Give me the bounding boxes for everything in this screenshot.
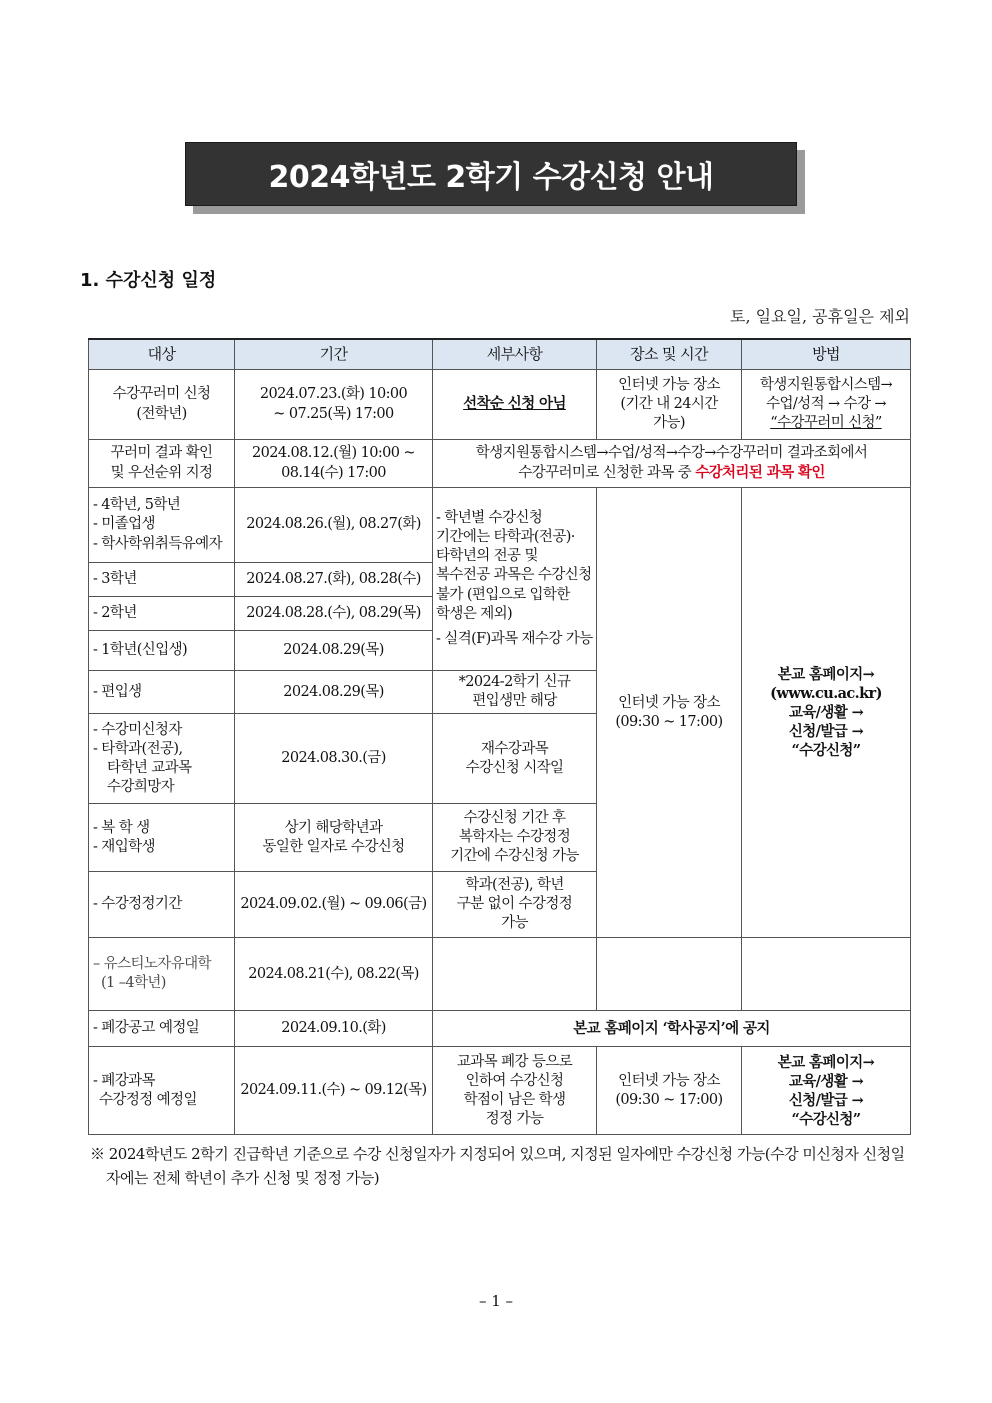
- highlight-text: 수강처리된 과목 확인: [695, 464, 825, 481]
- cell-target: [89, 804, 235, 872]
- section-heading: 1. 수강신청 일정: [80, 270, 217, 291]
- cell-period: 2024.08.30.(금): [235, 714, 433, 804]
- cell-target: [89, 370, 235, 440]
- cell-text: 인터넷 가능 장소: [618, 694, 720, 711]
- cell-text: 동일한 일자로 수강신청: [262, 838, 405, 855]
- table-header-row: [89, 339, 911, 370]
- cell-text: - 수강미신청자: [93, 721, 182, 738]
- cell-text: 인터넷 가능 장소: [618, 376, 720, 393]
- cell-target: [89, 1047, 235, 1135]
- cell-text: - 복 학 생: [93, 819, 150, 836]
- cell-target: [89, 488, 235, 563]
- cell-text: - 미졸업생: [93, 516, 155, 533]
- cell-detail: [433, 872, 597, 938]
- cell-period: [235, 440, 433, 488]
- cell-text: (09:30 ~ 17:00): [615, 713, 723, 730]
- cell-target: - 1학년(신입생): [89, 631, 235, 671]
- cell-text: (09:30 ~ 17:00): [615, 1091, 723, 1108]
- cell-detail: [433, 714, 597, 804]
- cell-target: - 수강정정기간: [89, 872, 235, 938]
- cell-period: 2024.09.11.(수) ~ 09.12(목): [235, 1047, 433, 1135]
- cell-period: 2024.09.10.(화): [235, 1011, 433, 1047]
- cell-text: - 재입학생: [93, 838, 155, 855]
- header-place: 장소 및 시간: [597, 339, 742, 370]
- cell-text: - 4학년, 5학년: [93, 497, 181, 514]
- cell-text: – 유스티노자유대학: [93, 956, 211, 973]
- cell-text: 수강정정 예정일: [99, 1091, 197, 1108]
- cell-text: 학과(전공), 학년: [465, 877, 564, 894]
- page-title: [185, 142, 797, 206]
- cell-target: [89, 440, 235, 488]
- cell-text: 꾸러미 결과 확인: [110, 445, 213, 462]
- cell-text: 수강신청 기간 후: [463, 810, 566, 827]
- cell-text: 학생지원통합시스템→수업/성적→수강→수강꾸러미 결과조회에서: [475, 444, 868, 461]
- cell-period: [235, 804, 433, 872]
- table-row: [89, 1011, 911, 1047]
- cell-period: 2024.08.28.(수), 08.29(목): [235, 597, 433, 631]
- cell-target: - 편입생: [89, 671, 235, 714]
- cell-text: 재수강과목: [480, 740, 549, 757]
- cell-text: 인터넷 가능 장소: [618, 1072, 720, 1089]
- cell-text: - 학년별 수강신청 기간에는 타학과(전공)·타학년의 전공 및 복수전공 과목은 수강신청 불가 (편입으로 입학한 학생은 제외): [436, 510, 592, 622]
- cell-place-merged: [597, 488, 742, 938]
- excluded-days-note: 토, 일요일, 공휴일은 제외: [730, 307, 910, 326]
- header-period: 기간: [235, 339, 433, 370]
- cell-period: 2024.08.27.(화), 08.28(수): [235, 563, 433, 597]
- cell-info: [433, 440, 911, 488]
- cell-text: *2024-2학기 신규: [458, 674, 571, 690]
- table-row: [89, 440, 911, 488]
- cell-text: 인하여 수강신청: [465, 1072, 564, 1089]
- cell-text: 구분 없이 수강정정: [456, 896, 573, 913]
- cell-info: 본교 홈페이지 ‘학사공지’에 공지: [433, 1011, 911, 1047]
- cell-text: 수강희망자: [107, 778, 175, 795]
- cell-text: 교육/생활 →: [788, 1072, 864, 1090]
- cell-text: 편입생만 해당: [472, 693, 557, 710]
- cell-text: ~ 07.25(목) 17:00: [273, 405, 394, 422]
- cell-text: 복학자는 수강정정: [458, 829, 571, 846]
- cell-text: (기간 내 24시간: [620, 395, 718, 412]
- cell-text: 수강꾸러미로 신청한 과목 중: [518, 465, 692, 481]
- cell-method: [742, 370, 911, 440]
- cell-detail: [433, 804, 597, 872]
- cell-detail-empty: [433, 938, 597, 1011]
- header-detail: 세부사항: [433, 339, 597, 370]
- cell-text: 2024.08.12.(월) 10:00 ~: [252, 445, 415, 462]
- cell-text: - 학사학위취득유예자: [93, 535, 222, 552]
- cell-method: [742, 1047, 911, 1135]
- cell-text: 및 우선순위 지정: [110, 464, 213, 481]
- cell-detail: [433, 370, 597, 440]
- cell-target: - 3학년: [89, 563, 235, 597]
- cell-text: 학점이 남은 학생: [463, 1091, 566, 1108]
- cell-text: “수강신청”: [791, 742, 861, 760]
- cell-text: 가능: [501, 915, 528, 932]
- cell-text: - 실격(F)과목 재수강 가능: [436, 630, 593, 647]
- cell-target: - 폐강공고 예정일: [89, 1011, 235, 1047]
- cell-text: (www.cu.ac.kr): [770, 684, 882, 702]
- cell-target: [89, 714, 235, 804]
- cell-text: 08.14(수) 17:00: [281, 464, 386, 481]
- cell-text: (1 –4학년): [101, 975, 166, 992]
- cell-period: 2024.08.21(수), 08.22(목): [235, 938, 433, 1011]
- cell-place-empty: [597, 938, 742, 1011]
- table-row: [89, 938, 911, 1011]
- cell-detail: [433, 1047, 597, 1135]
- cell-detail-merged: [433, 488, 597, 671]
- cell-period: 2024.08.29(목): [235, 671, 433, 714]
- cell-text: 가능): [653, 415, 685, 432]
- cell-text: 상기 해당학년과: [284, 819, 383, 836]
- header-method: 방법: [742, 339, 911, 370]
- cell-text: 신청/발급 →: [788, 723, 864, 741]
- cell-text: - 타학과(전공),: [93, 740, 183, 757]
- footnote: ※ 2024학년도 2학기 진급학년 기준으로 수강 신청일자가 지정되어 있으며, 지정된 일자에만 수강신청 가능(수강 미신청자 신청일자에는 전체 학년이 추가 신청 및 정정 가능): [90, 1145, 905, 1187]
- cell-method-empty: [742, 938, 911, 1011]
- table-row: [89, 370, 911, 440]
- cell-method-merged: [742, 488, 911, 938]
- cell-period: 2024.09.02.(월) ~ 09.06(금): [235, 872, 433, 938]
- cell-text: - 폐강과목: [93, 1072, 155, 1089]
- table-row: [89, 1047, 911, 1135]
- cell-target: [89, 938, 235, 1011]
- cell-text: 수강신청 시작일: [465, 759, 564, 776]
- cell-period: 2024.08.29(목): [235, 631, 433, 671]
- header-target: 대상: [89, 339, 235, 370]
- cell-text: 학생지원통합시스템→: [759, 376, 893, 393]
- first-come-note: 선착순 신청 아님: [463, 395, 566, 413]
- cell-text: 교과목 폐강 등으로: [456, 1053, 573, 1070]
- cell-text: 기간에 수강신청 가능: [450, 848, 579, 865]
- cell-target: - 2학년: [89, 597, 235, 631]
- cell-text: 수업/성적 → 수강 →: [766, 395, 886, 412]
- cell-place: [597, 370, 742, 440]
- page-title-text: 2024학년도 2학기 수강신청 안내: [268, 160, 714, 195]
- cell-text: 신청/발급 →: [788, 1091, 864, 1109]
- cell-text: (전학년): [136, 405, 187, 422]
- cell-place: [597, 1047, 742, 1135]
- schedule-table: [88, 338, 911, 1135]
- cell-text: “수강신청”: [791, 1110, 861, 1128]
- cell-text: 본교 홈페이지→: [777, 1053, 875, 1071]
- page-number: – 1 –: [478, 1292, 514, 1310]
- cell-text: 본교 홈페이지→: [777, 665, 875, 683]
- cell-text: 타학년 교과목: [107, 759, 192, 776]
- cell-period: 2024.08.26.(월), 08.27(화): [235, 488, 433, 563]
- cell-period: [235, 370, 433, 440]
- cell-text: 2024.07.23.(화) 10:00: [259, 386, 408, 403]
- cell-text: 교육/생활 →: [788, 704, 864, 722]
- table-row: [89, 488, 911, 563]
- cell-text: 수강꾸러미 신청: [112, 386, 211, 403]
- cell-detail: [433, 671, 597, 714]
- cell-text: “수강꾸러미 신청”: [770, 415, 882, 432]
- cell-text: 정정 가능: [485, 1110, 544, 1127]
